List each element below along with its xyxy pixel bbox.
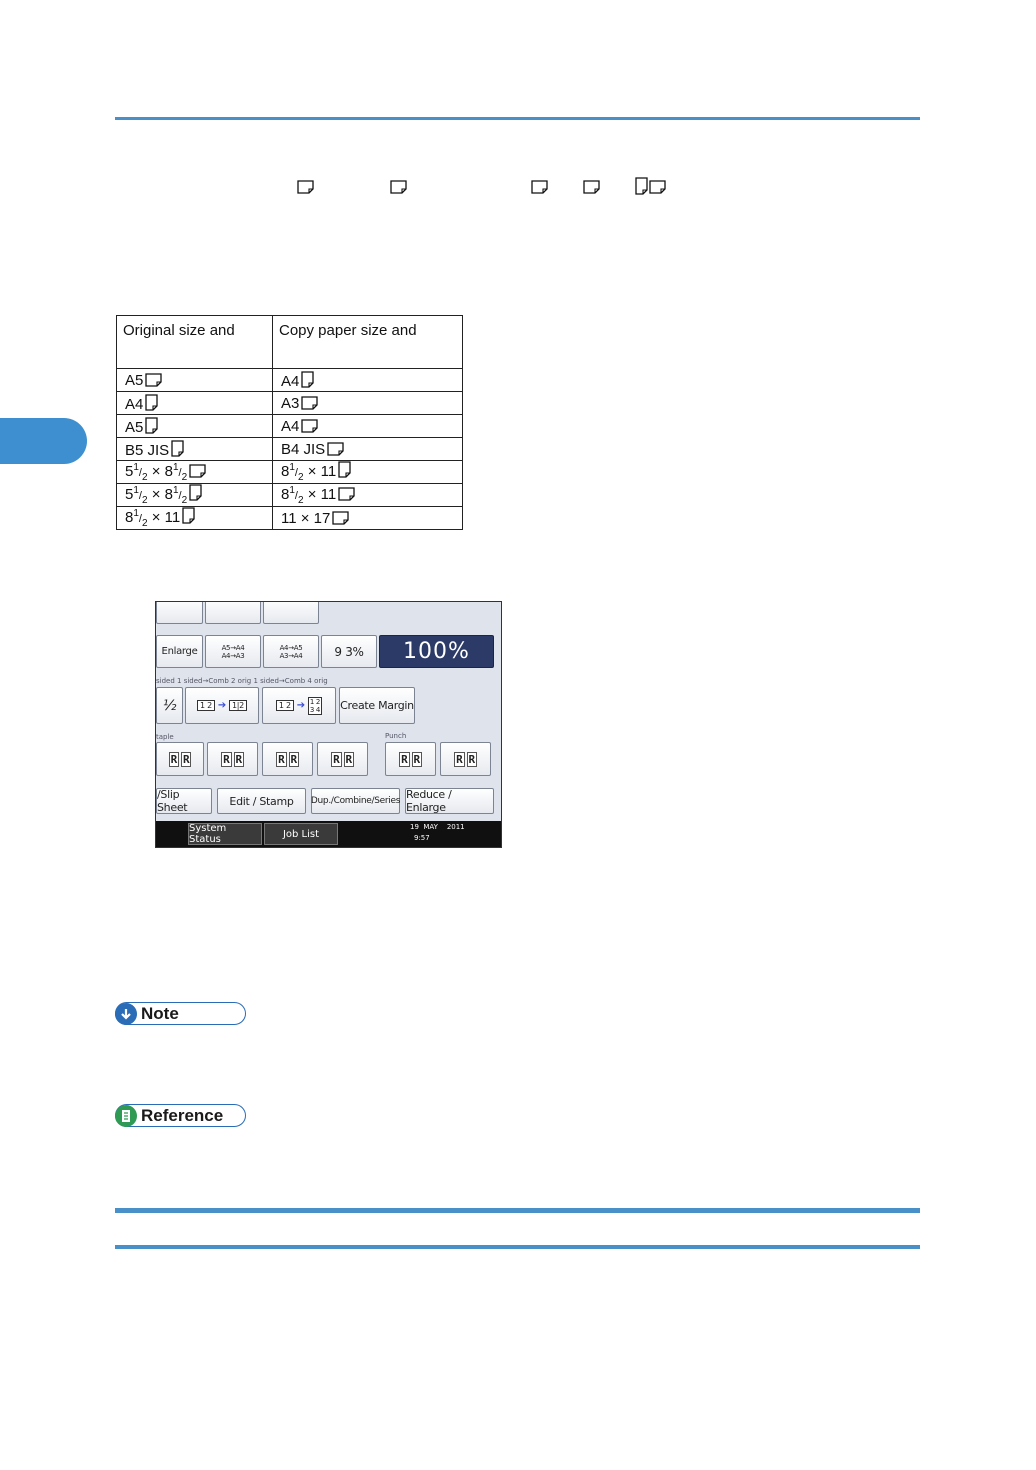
table-row (117, 484, 463, 507)
portrait-paper-icon (338, 461, 351, 478)
date-time-display (410, 822, 465, 844)
chapter-tab (0, 418, 87, 464)
ratio-93-button[interactable]: 9 3% (321, 635, 377, 668)
size-text: A5 (125, 371, 144, 389)
copier-screen (155, 601, 502, 848)
size-text: A4 (281, 417, 300, 435)
size-text: $8^1/_2 \times 11$ (281, 462, 337, 483)
original-size-cell (117, 415, 273, 438)
portrait-paper-icon (301, 371, 314, 388)
landscape-paper-icon (301, 419, 319, 433)
section-rule-bottom (115, 1245, 920, 1249)
landscape-paper-icon (327, 442, 345, 456)
copy-size-cell (273, 507, 463, 530)
tab-dup-combine-series[interactable]: Dup./Combine/Series (311, 788, 400, 814)
landscape-paper-icon (338, 487, 356, 501)
reference-book-icon (115, 1105, 137, 1127)
column-header-original: Original size and (117, 316, 273, 369)
portrait-paper-icon (635, 177, 648, 195)
table-row (117, 461, 463, 484)
landscape-paper-icon (649, 180, 667, 194)
reference-label: Reference (141, 1105, 224, 1125)
landscape-paper-icon (301, 396, 319, 410)
size-text: $8^1/_2 \times 11$ (281, 484, 337, 506)
size-text: $8^1/_2 \times 11$ (125, 508, 181, 529)
landscape-paper-icon (332, 511, 350, 525)
combine-4-orig-button[interactable]: 1 2 ➔ 1 2 3 4 (262, 687, 336, 724)
size-text: 11 × 17 (281, 509, 331, 527)
combine-label: sided 1 sided→Comb 2 orig 1 sided→Comb 4 orig (156, 677, 328, 685)
original-size-cell (117, 369, 273, 392)
size-text: A5 (125, 418, 144, 436)
staple-button[interactable]: R R (317, 742, 368, 776)
table-row (117, 507, 463, 530)
tab-edit-stamp[interactable]: Edit / Stamp (217, 788, 306, 814)
portrait-paper-icon (145, 417, 158, 434)
copy-size-cell (273, 438, 463, 461)
ratio-display: 100% (379, 635, 494, 668)
table-row (117, 392, 463, 415)
original-size-cell (117, 392, 273, 415)
tab-reduce-enlarge[interactable]: Reduce / Enlarge (405, 788, 494, 814)
punch-button[interactable]: R R (440, 742, 491, 776)
staple-button[interactable]: R R (262, 742, 313, 776)
staple-button[interactable]: R R (156, 742, 204, 776)
original-size-cell (117, 507, 273, 530)
landscape-paper-icon (189, 464, 207, 478)
table-row (117, 415, 463, 438)
staple-label: taple (156, 733, 174, 741)
note-heading (115, 1002, 246, 1025)
job-list-button[interactable]: Job List (264, 823, 338, 845)
original-size-cell (117, 461, 273, 484)
header-rule (115, 117, 920, 120)
size-text: B5 JIS (125, 441, 170, 459)
landscape-paper-icon (297, 180, 315, 194)
portrait-paper-icon (171, 440, 184, 457)
column-header-copy: Copy paper size and (273, 316, 463, 369)
size-text: B4 JIS (281, 440, 326, 458)
staple-button[interactable]: R R (207, 742, 258, 776)
punch-button[interactable]: R R (385, 742, 436, 776)
combine-2-orig-button[interactable]: 1 2 ➔ 1|2 (185, 687, 259, 724)
reference-heading (115, 1104, 246, 1127)
size-text: $5^1/_2 \times 8^1/_2$ (125, 485, 188, 506)
size-text: A3 (281, 394, 300, 412)
copy-size-cell (273, 369, 463, 392)
time-text: 9:57 (414, 834, 430, 842)
preset-ratio-button[interactable]: A4→A5 A3→A4 (263, 635, 319, 668)
landscape-paper-icon (583, 180, 601, 194)
section-rule-top (115, 1208, 920, 1213)
size-text: A4 (281, 372, 300, 390)
note-label: Note (141, 1003, 179, 1023)
copy-size-cell (273, 484, 463, 507)
create-margin-button[interactable]: Create Margin (339, 687, 415, 724)
original-size-cell (117, 438, 273, 461)
table-row (117, 369, 463, 392)
note-arrow-icon (115, 1003, 137, 1025)
landscape-paper-icon (390, 180, 408, 194)
punch-label: Punch (385, 732, 407, 740)
top-button[interactable] (205, 601, 261, 624)
combine-button[interactable]: ½ (156, 687, 183, 724)
portrait-paper-icon (145, 394, 158, 411)
size-text: $5^1/_2 \times 8^1/_2$ (125, 461, 188, 483)
portrait-paper-icon (182, 507, 195, 524)
system-status-button[interactable]: System Status (188, 823, 262, 845)
landscape-paper-icon (145, 373, 163, 387)
copy-size-cell (273, 415, 463, 438)
table-row (117, 438, 463, 461)
landscape-paper-icon (531, 180, 549, 194)
top-button[interactable] (156, 601, 203, 624)
enlarge-button[interactable]: Enlarge (156, 635, 203, 668)
copy-size-cell (273, 392, 463, 415)
size-text: A4 (125, 395, 144, 413)
original-size-cell (117, 484, 273, 507)
date-text: 19 MAY 2011 (410, 823, 465, 831)
portrait-paper-icon (189, 484, 202, 501)
size-table (116, 315, 463, 530)
tab-slip-sheet[interactable]: /Slip Sheet (156, 788, 212, 814)
top-button[interactable] (263, 601, 319, 624)
preset-ratio-button[interactable]: A5→A4 A4→A3 (205, 635, 261, 668)
copy-size-cell (273, 461, 463, 484)
status-bar (156, 821, 501, 847)
